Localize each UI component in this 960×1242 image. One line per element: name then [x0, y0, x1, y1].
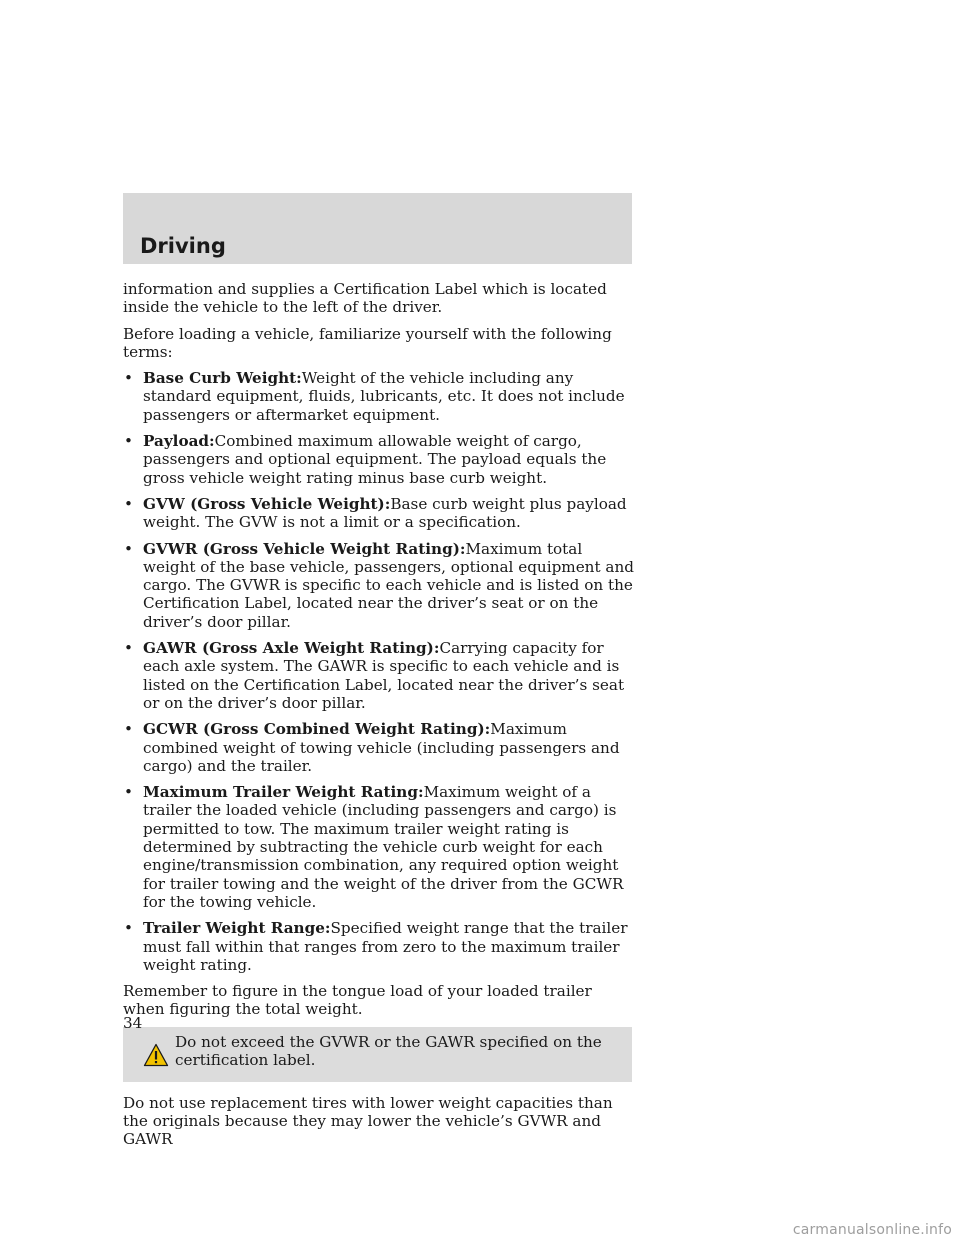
term-payload: [123, 432, 635, 487]
warning-text: Do not exceed the GVWR or the GAWR specified on the certification label.: [175, 1032, 602, 1069]
term-gvw: [123, 495, 635, 532]
bullet-marker: •: [124, 539, 133, 558]
tongue-load-paragraph: Remember to figure in the tongue load of your loaded trailer when figuring the total weight.: [123, 982, 592, 1019]
term-label: GCWR (Gross Combined Weight Rating):: [143, 720, 491, 739]
bullet-marker: •: [124, 720, 133, 739]
term-text: Specified weight range that the trailer must fall within that ranges from zero to the maximum trailer weight rating.: [143, 919, 628, 974]
term-text: Maximum combined weight of towing vehicle (including passengers and cargo) and the trailer.: [143, 720, 620, 775]
bullet-marker: •: [124, 369, 133, 388]
term-gvwr: [123, 540, 635, 631]
watermark: carmanualsonline.info: [792, 1222, 952, 1238]
bullet-marker: •: [124, 919, 133, 938]
term-label: GVW (Gross Vehicle Weight):: [143, 494, 391, 513]
term-label: Base Curb Weight:: [143, 369, 302, 388]
page-content: [123, 280, 635, 1157]
bullet-marker: •: [124, 432, 133, 451]
term-label: Trailer Weight Range:: [143, 919, 331, 938]
term-base-curb-weight: [123, 369, 635, 424]
warning-triangle-icon: [123, 1033, 175, 1073]
section-title: Driving: [140, 234, 226, 258]
closing-paragraph: Do not use replacement tires with lower weight capacities than the originals because they may lower the vehicle’s GVWR and GAWR: [123, 1093, 613, 1149]
intro-paragraph-1: information and supplies a Certification Label which is located inside the vehicle to the left of the driver.: [123, 280, 607, 317]
warning-box: [123, 1027, 632, 1082]
page-number: 34: [123, 1014, 143, 1032]
term-trailer-weight-range: [123, 919, 635, 974]
term-gcwr: [123, 720, 635, 775]
term-text: Base curb weight plus payload weight. The GVW is not a limit or a specification.: [143, 494, 627, 532]
term-label: Payload:: [143, 432, 215, 451]
term-gawr: [123, 639, 635, 712]
term-label: Maximum Trailer Weight Rating:: [143, 783, 424, 802]
term-text: Maximum total weight of the base vehicle, passengers, optional equipment and cargo. The GVWR is specific to each vehicle and is listed on the Certification Label, located near the driver’s seat or on the driver’s door pillar.: [143, 539, 634, 631]
term-label: GAWR (Gross Axle Weight Rating):: [143, 639, 440, 658]
term-text: Maximum weight of a trailer the loaded vehicle (including passengers and cargo) is permitted to tow. The maximum trailer weight rating is determined by subtracting the vehicle curb weight for each engine/transmission combination, any required option weight for trailer towing and the weight of the driver from the GCWR for the towing vehicle.: [143, 783, 624, 911]
bullet-marker: •: [124, 783, 133, 802]
term-maximum-trailer-weight-rating: [123, 783, 635, 911]
bullet-marker: •: [124, 494, 133, 513]
bullet-marker: •: [124, 639, 133, 658]
term-text: Carrying capacity for each axle system. The GAWR is specific to each vehicle and is listed on the Certification Label, located near the driver’s seat or on the driver’s door pillar.: [143, 639, 625, 712]
term-text: Combined maximum allowable weight of cargo, passengers and optional equipment. The payload equals the gross vehicle weight rating minus base curb weight.: [143, 432, 607, 487]
term-label: GVWR (Gross Vehicle Weight Rating):: [143, 539, 466, 558]
intro-paragraph-2: Before loading a vehicle, familiarize yourself with the following terms:: [123, 324, 612, 361]
term-text: Weight of the vehicle including any standard equipment, fluids, lubricants, etc. It does not include passengers or aftermarket equipment.: [143, 369, 625, 424]
